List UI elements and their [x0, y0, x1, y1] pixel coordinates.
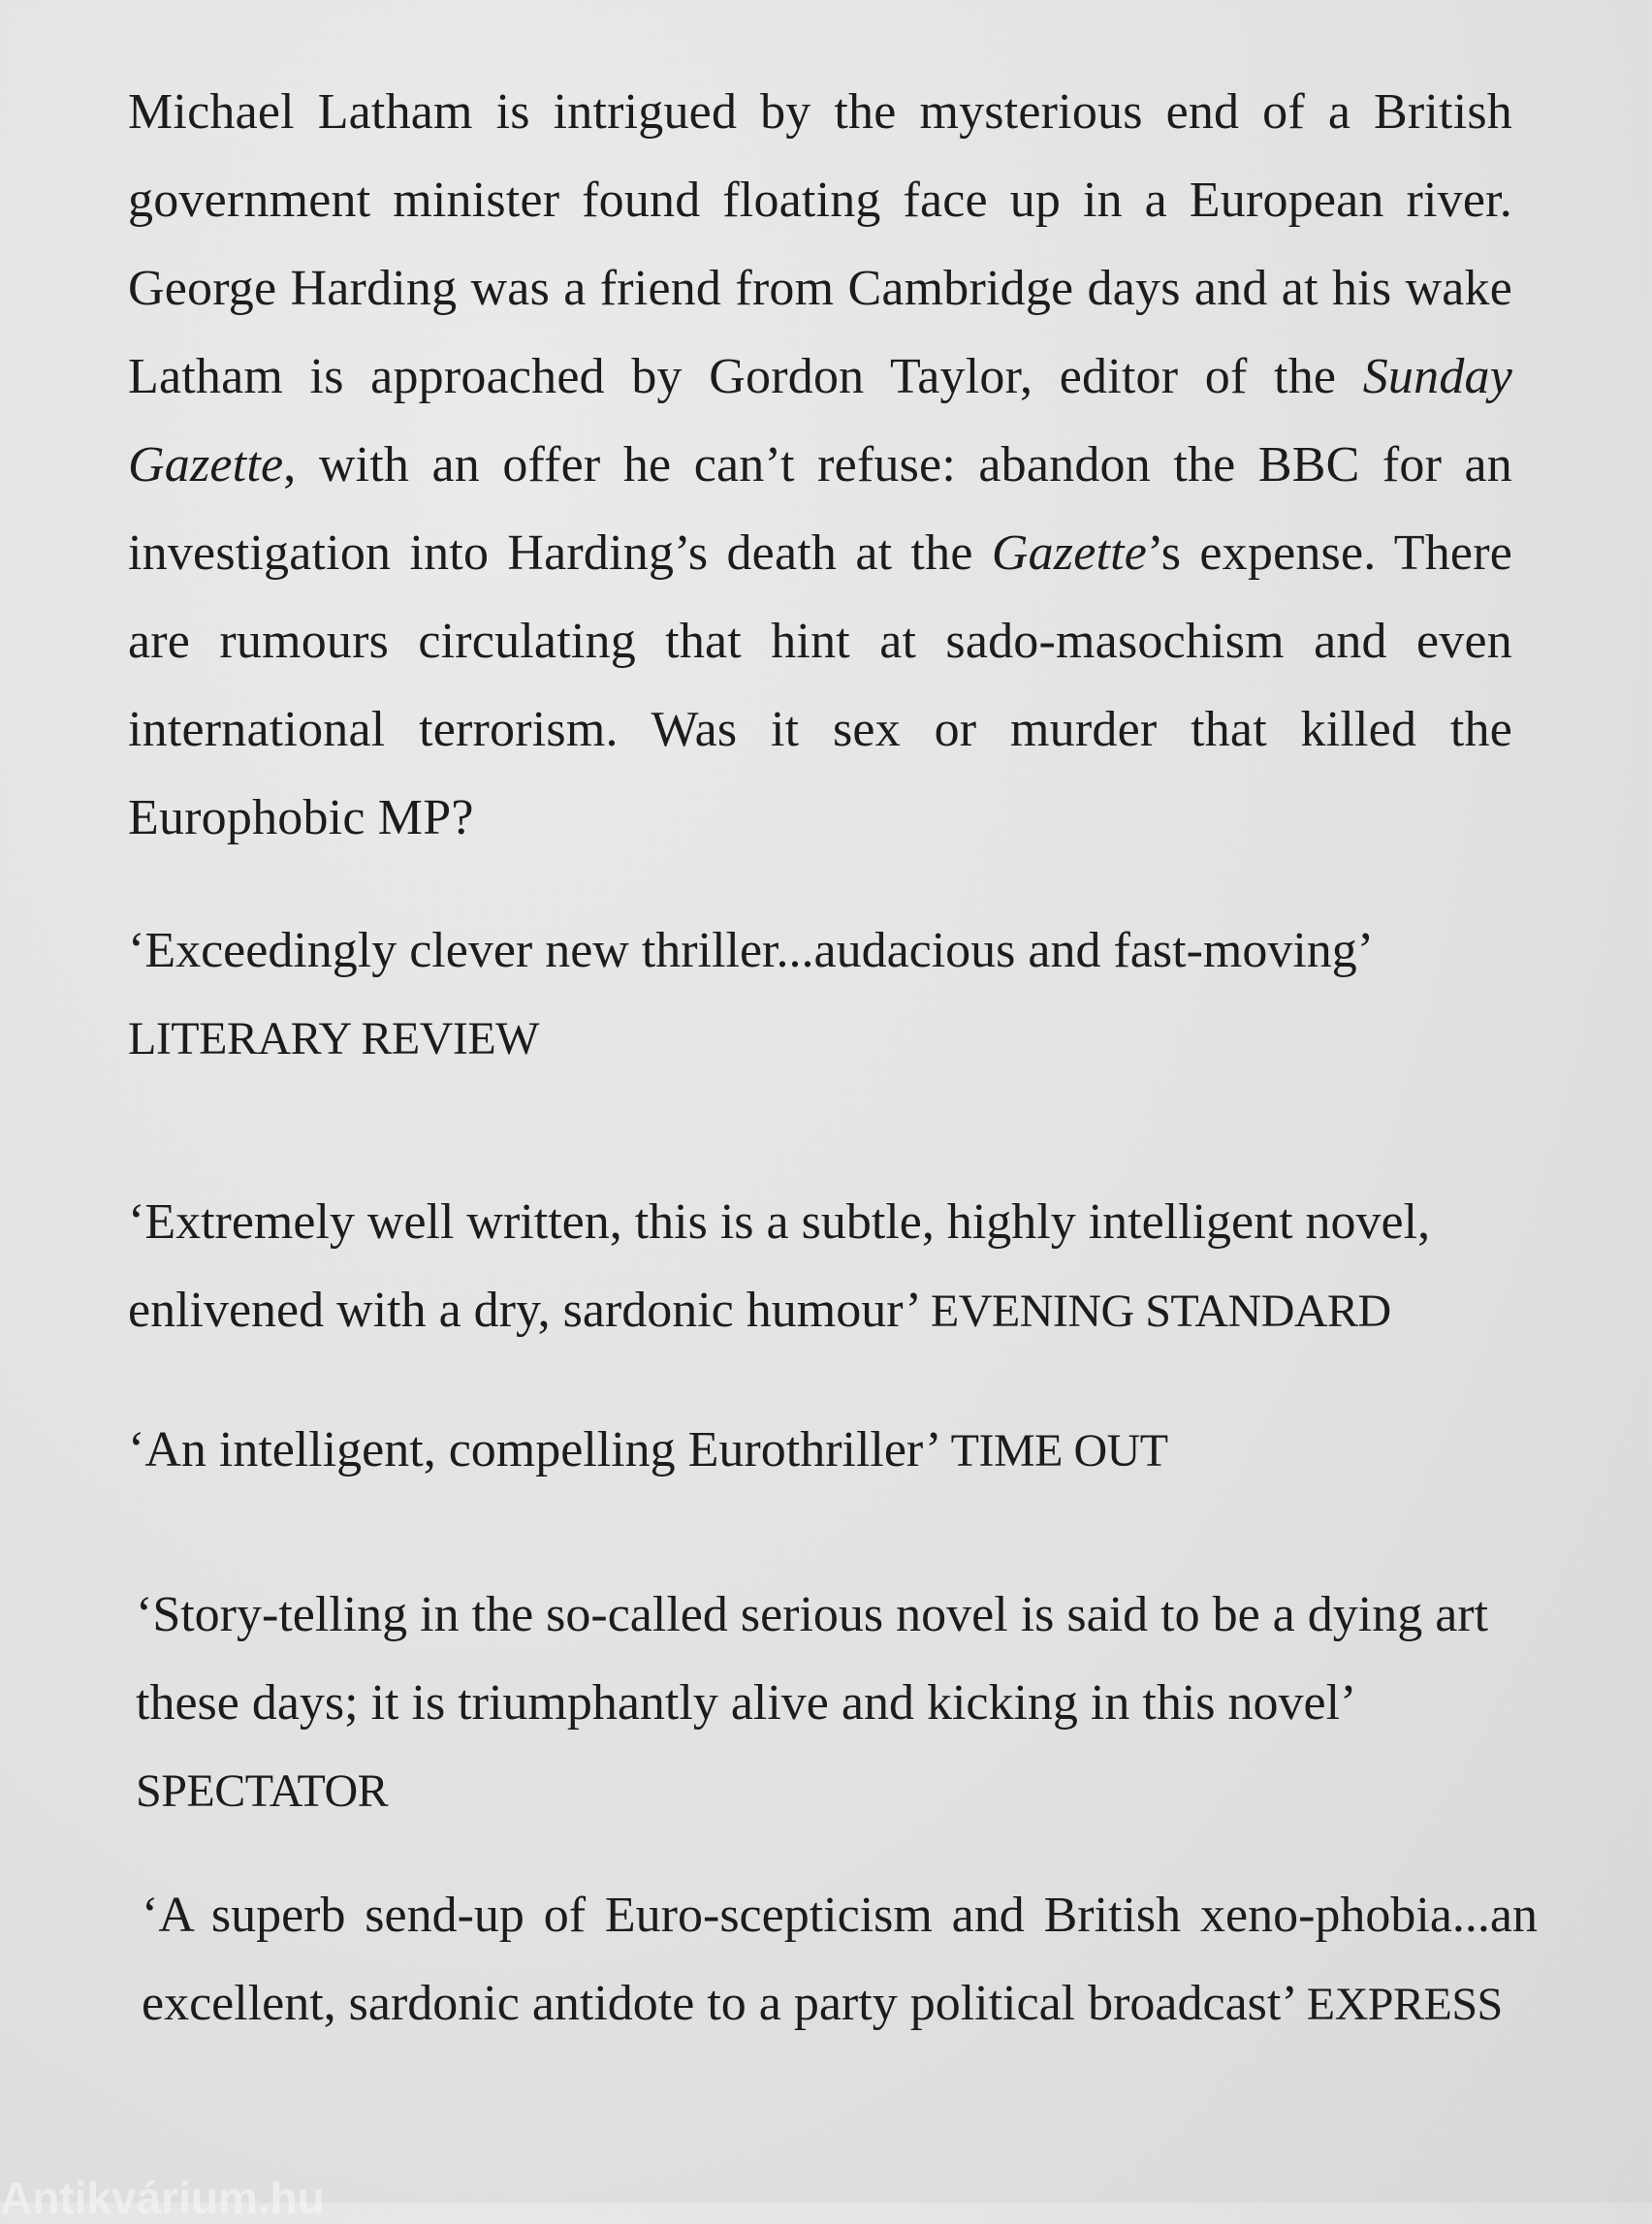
review-time-out	[128, 1406, 1512, 1495]
watermark: Antikvárium.hu	[0, 2173, 325, 2223]
synopsis-text-1: Michael Latham is intrigued by the mysterious end of a British government minister found floating face up in a European river. George Harding was a friend from Cambridge days and at his wake Latham is approached by Gordon Taylor, editor of the	[128, 84, 1512, 404]
review-spectator	[136, 1571, 1532, 1835]
review-quote: ‘Story-telling in the so-called serious novel is said to be a dying art these days; it is triumphantly alive and kicking in this novel’	[136, 1587, 1489, 1731]
review-source: SPECTATOR	[136, 1765, 389, 1817]
back-cover-text	[128, 68, 1538, 2031]
review-evening-standard	[128, 1178, 1524, 1355]
synopsis-text-2: , with an offer he can’t refuse: abandon the BBC for an investigation into Harding’s death at the	[128, 437, 1512, 581]
gazette-title: Gazette	[991, 525, 1148, 581]
newspaper-title: Sunday Gazette	[128, 349, 1512, 492]
synopsis-text-3: ’s expense. There are rumours circulating that hint at sado-masochism and even international terrorism. Was it sex or murder that killed the Europhobic MP?	[128, 525, 1512, 845]
synopsis-paragraph	[128, 68, 1512, 862]
review-source: EXPRESS	[1306, 1979, 1503, 2030]
review-express	[142, 1871, 1538, 2049]
review-quote: ‘An intelligent, compelling Eurothriller’	[128, 1422, 938, 1477]
review-quote: ‘Extremely well written, this is a subtle, highly intelligent novel, enlivened with a dry, sardonic humour’	[128, 1194, 1431, 1338]
review-literary-review	[128, 906, 1512, 1083]
review-quote: ‘A superb send-up of Euro-scepticism and British xeno-phobia...an excellent, sardonic antidote to a party political broadcast’	[142, 1888, 1538, 2031]
review-quote: ‘Exceedingly clever new thriller...audacious and fast-moving’	[128, 923, 1375, 978]
review-source: LITERARY REVIEW	[128, 1013, 539, 1064]
review-source: EVENING STANDARD	[930, 1286, 1391, 1337]
review-source: TIME OUT	[950, 1425, 1168, 1477]
